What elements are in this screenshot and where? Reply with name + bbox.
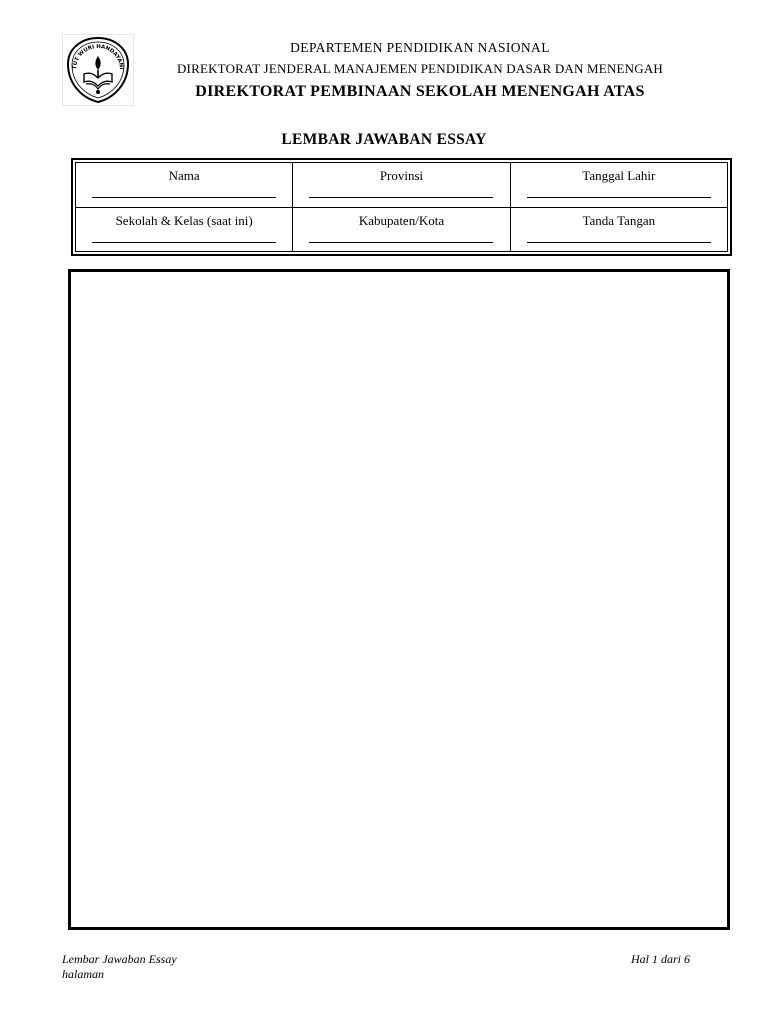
nama-cell[interactable] (76, 163, 293, 208)
sekolah-kelas-label: Sekolah & Kelas (saat ini) (115, 212, 253, 228)
footer-document-name (62, 952, 177, 982)
logo-motto: TUT WURI HANDAYANI (71, 43, 125, 70)
page-number: Hal 1 dari 6 (631, 952, 691, 966)
identity-table (71, 158, 732, 256)
footer-title: Lembar Jawaban Essay (62, 952, 177, 966)
footer-subtitle: halaman (62, 967, 104, 981)
directorate-general-title: DIREKTORAT JENDERAL MANAJEMEN PENDIDIKAN DASAR DAN MENENGAH (176, 61, 664, 76)
kabupaten-kota-field-line[interactable] (309, 232, 493, 243)
provinsi-field-line[interactable] (309, 187, 493, 198)
department-title: DEPARTEMEN PENDIDIKAN NASIONAL (290, 40, 550, 55)
provinsi-label: Provinsi (379, 168, 424, 183)
nama-field-line[interactable] (92, 187, 276, 198)
provinsi-cell[interactable] (293, 163, 510, 208)
tanggal-lahir-label: Tanggal Lahir (582, 168, 656, 183)
directorate-title: DIREKTORAT PEMBINAAN SEKOLAH MENENGAH ATAS (195, 83, 645, 100)
tanda-tangan-field-line[interactable] (527, 232, 711, 243)
tanggal-lahir-field-line[interactable] (527, 187, 711, 198)
tut-wuri-handayani-logo-icon (62, 34, 134, 106)
essay-answer-area[interactable] (68, 269, 730, 930)
kabupaten-kota-cell[interactable] (293, 207, 510, 252)
form-title: LEMBAR JAWABAN ESSAY (281, 131, 487, 148)
sekolah-kelas-field-line[interactable] (92, 232, 276, 243)
tanda-tangan-label: Tanda Tangan (582, 212, 656, 228)
tanggal-lahir-cell[interactable] (510, 163, 727, 208)
kabupaten-kota-label: Kabupaten/Kota (358, 212, 445, 228)
nama-label: Nama (168, 168, 200, 183)
tanda-tangan-cell[interactable] (510, 207, 727, 252)
sekolah-kelas-cell[interactable] (76, 207, 293, 252)
